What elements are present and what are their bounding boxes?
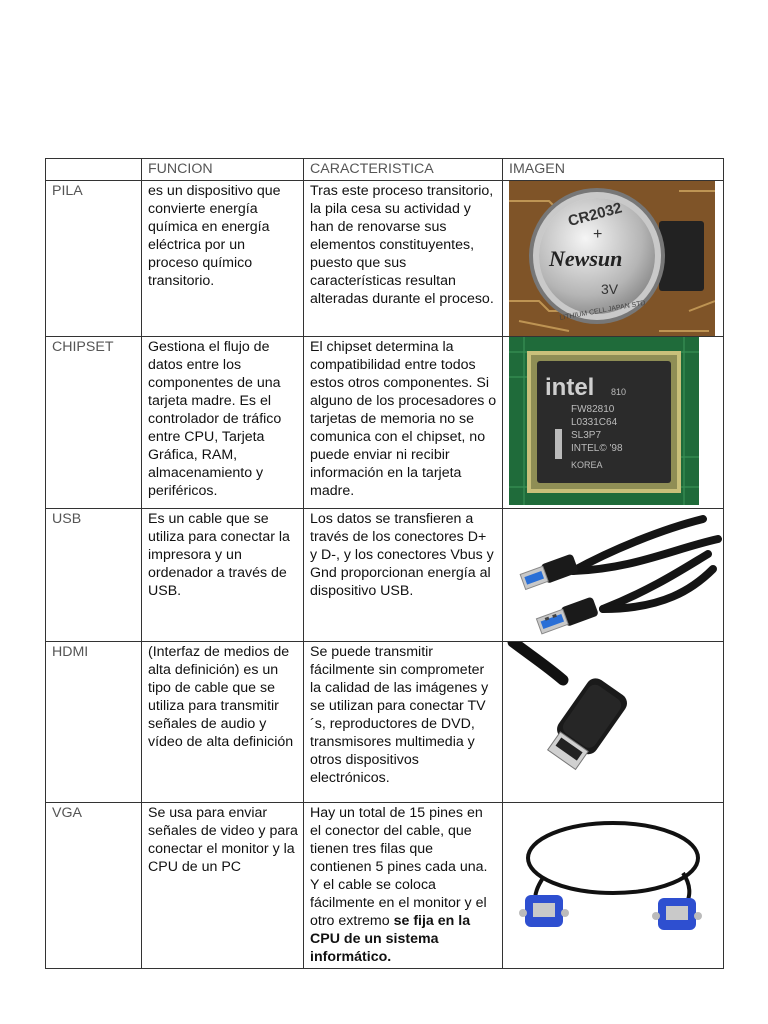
hdmi-cable-image	[503, 642, 722, 800]
battery-voltage: 3V	[601, 281, 619, 297]
funcion-chipset: Gestiona el flujo de datos entre los componentes de una tarjeta madre. Es el controlador de tráfico entre CPU, Tarjeta Gráfica, RAM, almacenamiento y periféricos.	[142, 337, 304, 509]
caracteristica-usb: Los datos se transfieren a través de los conectores D+ y D-, y los conectores Vbus y Gnd proporcionan energía al dispositivo USB.	[304, 509, 503, 642]
battery-model: CR2032	[566, 199, 624, 231]
battery-image	[509, 181, 715, 336]
funcion-pila: es un dispositivo que convierte energía química en energía eléctrica por un proceso químico transitorio.	[142, 181, 304, 337]
caracteristica-pila: Tras este proceso transitorio, la pila cesa su actividad y han de renovarse sus elementos constituyentes, puesto que sus características resultan alteradas durante el proceso.	[304, 181, 503, 337]
funcion-usb: Es un cable que se utiliza para conectar la impresora y un ordenador a través de USB.	[142, 509, 304, 642]
caracteristica-vga	[304, 803, 503, 969]
row-label-hdmi: HDMI	[46, 642, 142, 803]
header-empty	[46, 159, 142, 181]
chip-origin: KOREA	[571, 460, 603, 470]
chip-spec: SL3P7	[571, 430, 602, 441]
battery-note: LITHIUM CELL JAPAN STD	[559, 299, 647, 322]
image-cell-usb	[503, 509, 724, 642]
chipset-image	[509, 337, 699, 505]
table-row	[46, 337, 724, 509]
chip-part-number: FW82810	[571, 404, 615, 415]
table-row	[46, 642, 724, 803]
image-cell-vga	[503, 803, 724, 969]
image-cell-chipset	[503, 337, 724, 509]
image-cell-hdmi	[503, 642, 724, 803]
row-label-vga: VGA	[46, 803, 142, 969]
row-label-pila: PILA	[46, 181, 142, 337]
caracteristica-chipset: El chipset determina la compatibilidad entre todos estos otros componentes. Si alguno de los procesadores o tarjetas de memoria no se comunica con el chipset, no puede enviar ni recibir información en la tarjeta madre.	[304, 337, 503, 509]
header-funcion: FUNCION	[142, 159, 304, 181]
funcion-hdmi: (Interfaz de medios de alta definición) es un tipo de cable que se utiliza para transmitir señales de audio y vídeo de alta definición	[142, 642, 304, 803]
chip-brand: intel	[545, 374, 595, 401]
caracteristica-vga-bold: se fija en la CPU de un sistema informático.	[310, 913, 471, 965]
chip-copyright: INTEL© '98	[571, 443, 623, 454]
chip-model: 810	[611, 387, 627, 397]
row-label-usb: USB	[46, 509, 142, 642]
header-caracteristica: CARACTERISTICA	[304, 159, 503, 181]
vga-cable-image	[503, 803, 722, 963]
caracteristica-vga-text: Hay un total de 15 pines en el conector del cable, que tienen tres filas que contienen 5 pines cada una. Y el cable se coloca fácilmente en el monitor y el otro extremo	[310, 805, 488, 929]
battery-brand: Newsun	[549, 246, 623, 271]
usb-cable-image	[503, 509, 722, 639]
table-header-row	[46, 159, 724, 181]
svg-text:+: +	[593, 226, 603, 243]
chip-lot: L0331C64	[571, 417, 618, 428]
header-imagen: IMAGEN	[503, 159, 724, 181]
funcion-vga: Se usa para enviar señales de video y para conectar el monitor y la CPU de un PC	[142, 803, 304, 969]
image-cell-pila	[503, 181, 724, 337]
table-row	[46, 509, 724, 642]
row-label-chipset: CHIPSET	[46, 337, 142, 509]
table-row	[46, 803, 724, 969]
components-table	[45, 158, 724, 969]
caracteristica-hdmi: Se puede transmitir fácilmente sin comprometer la calidad de las imágenes y se utilizan para conectar TV´s, reproductores de DVD, transmisores multimedia y otros dispositivos electrónicos.	[304, 642, 503, 803]
table-row	[46, 181, 724, 337]
